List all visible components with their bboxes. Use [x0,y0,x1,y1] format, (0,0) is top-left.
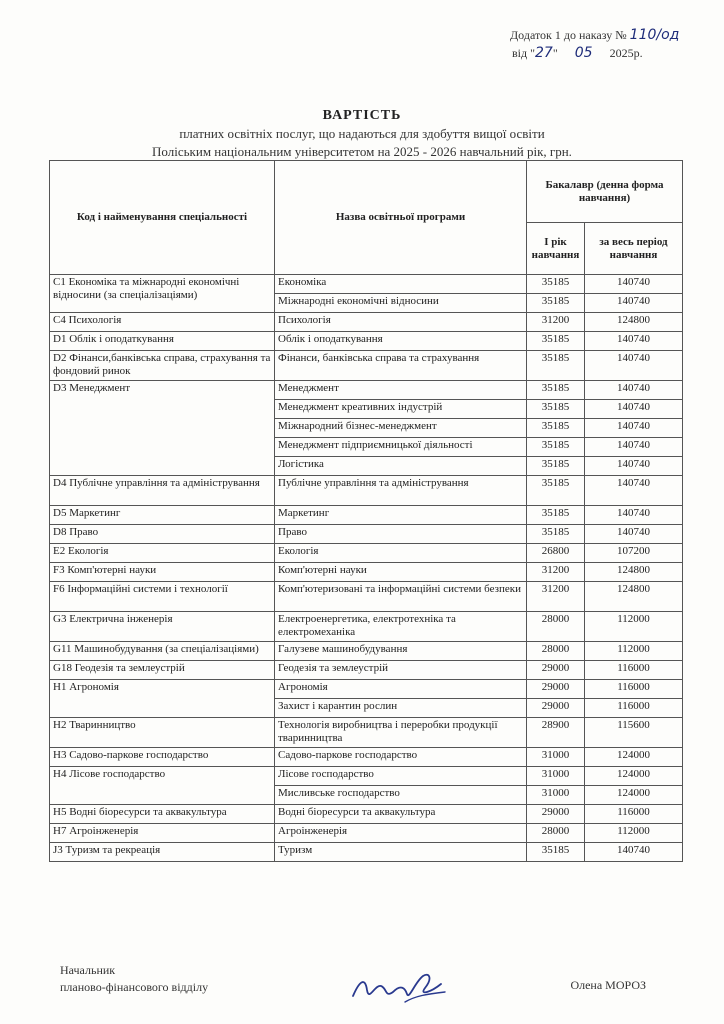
footer-position-1: Начальник [60,963,116,977]
program-cell: Туризм [275,843,527,862]
year1-cell: 28000 [527,642,585,661]
year1-cell: 31000 [527,786,585,805]
annex-line2 [510,44,679,62]
total-cell: 124000 [585,767,683,786]
table-row [50,381,683,400]
spec-cell: H5 Водні біоресурси та аквакультура [50,805,275,824]
spec-cell: D2 Фінанси,банківська справа, страхування та фондовий ринок [50,351,275,381]
year1-cell: 29000 [527,699,585,718]
annex-month: 05 [574,45,593,61]
year1-cell: 35185 [527,457,585,476]
annex-header [510,26,679,62]
table-row [50,748,683,767]
table-row [50,525,683,544]
header-spec: Код і найменування спеціальності [50,161,275,275]
total-cell: 124800 [585,582,683,612]
year1-cell: 31000 [527,748,585,767]
spec-cell: F6 Інформаційні системи і технології [50,582,275,612]
total-cell: 112000 [585,824,683,843]
annex-year: 2025р. [609,46,643,60]
program-cell: Галузеве машинобудування [275,642,527,661]
year1-cell: 31000 [527,767,585,786]
spec-cell: E2 Екологія [50,544,275,563]
order-number: 110/од [629,27,680,43]
program-cell: Комп'ютеризовані та інформаційні системи безпеки [275,582,527,612]
table-row [50,824,683,843]
spec-cell: C1 Економіка та міжнародні економічні відносини (за спеціалізаціями) [50,275,275,313]
year1-cell: 35185 [527,525,585,544]
program-cell: Електроенергетика, електротехніка та електромеханіка [275,612,527,642]
program-cell: Облік і оподаткування [275,332,527,351]
program-cell: Менеджмент креативних індустрій [275,400,527,419]
year1-cell: 35185 [527,332,585,351]
table-row [50,476,683,506]
table-row [50,661,683,680]
table-row [50,718,683,748]
year1-cell: 35185 [527,419,585,438]
total-cell: 112000 [585,642,683,661]
footer-position-2: планово-фінансового відділу [60,980,209,994]
year1-cell: 35185 [527,381,585,400]
header-total: за весь період навчання [585,223,683,275]
spec-cell: H3 Садово-паркове господарство [50,748,275,767]
spec-cell: D5 Маркетинг [50,506,275,525]
annex-quote: " [552,46,558,60]
table-row [50,680,683,699]
table-row [50,275,683,294]
spec-cell: H4 Лісове господарство [50,767,275,805]
year1-cell: 35185 [527,400,585,419]
year1-cell: 28900 [527,718,585,748]
year1-cell: 35185 [527,843,585,862]
total-cell: 116000 [585,805,683,824]
spec-cell: G18 Геодезія та землеустрій [50,661,275,680]
program-cell: Садово-паркове господарство [275,748,527,767]
header-program: Назва освітньої програми [275,161,527,275]
program-cell: Економіка [275,275,527,294]
header-year1: I рік навчання [527,223,585,275]
year1-cell: 26800 [527,544,585,563]
total-cell: 140740 [585,476,683,506]
total-cell: 107200 [585,544,683,563]
table-row [50,642,683,661]
total-cell: 140740 [585,400,683,419]
program-cell: Агроінженерія [275,824,527,843]
program-cell: Геодезія та землеустрій [275,661,527,680]
program-cell: Фінанси, банківська справа та страхування [275,351,527,381]
year1-cell: 35185 [527,351,585,381]
program-cell: Міжнародний бізнес-менеджмент [275,419,527,438]
document-title: ВАРТІСТЬ [322,108,402,123]
spec-cell: D4 Публічне управління та адміністрування [50,476,275,506]
total-cell: 140740 [585,525,683,544]
year1-cell: 35185 [527,275,585,294]
program-cell: Лісове господарство [275,767,527,786]
spec-cell: D8 Право [50,525,275,544]
total-cell: 124000 [585,786,683,805]
table-row [50,332,683,351]
year1-cell: 29000 [527,680,585,699]
program-cell: Технологія виробництва і переробки продукції тваринництва [275,718,527,748]
table-row [50,351,683,381]
program-cell: Менеджмент [275,381,527,400]
total-cell: 124800 [585,563,683,582]
year1-cell: 31200 [527,313,585,332]
spec-cell: D3 Менеджмент [50,381,275,476]
spec-cell: G11 Машинобудування (за спеціалізаціями) [50,642,275,661]
table-row [50,563,683,582]
total-cell: 116000 [585,699,683,718]
signature-icon [345,962,455,1012]
table-row [50,313,683,332]
total-cell: 140740 [585,332,683,351]
document-subtitle-1: платних освітніх послуг, що надаються для здобуття вищої освіти [179,126,545,141]
total-cell: 140740 [585,438,683,457]
table-row [50,805,683,824]
program-cell: Захист і карантин рослин [275,699,527,718]
total-cell: 140740 [585,351,683,381]
table-row [50,544,683,563]
year1-cell: 35185 [527,294,585,313]
total-cell: 140740 [585,275,683,294]
program-cell: Міжнародні економічні відносини [275,294,527,313]
total-cell: 140740 [585,457,683,476]
spec-cell: H7 Агроінженерія [50,824,275,843]
total-cell: 140740 [585,506,683,525]
year1-cell: 31200 [527,582,585,612]
spec-cell: F3 Комп'ютерні науки [50,563,275,582]
total-cell: 116000 [585,680,683,699]
total-cell: 140740 [585,843,683,862]
table-row [50,767,683,786]
annex-day: 27 [535,45,553,61]
program-cell: Психологія [275,313,527,332]
year1-cell: 29000 [527,805,585,824]
spec-cell: D1 Облік і оподаткування [50,332,275,351]
spec-cell: C4 Психологія [50,313,275,332]
document-subtitle-2: Поліським національним університетом на 2025 - 2026 навчальний рік, грн. [152,144,572,159]
spec-cell: H1 Агрономія [50,680,275,718]
total-cell: 124800 [585,313,683,332]
program-cell: Агрономія [275,680,527,699]
program-cell: Комп'ютерні науки [275,563,527,582]
program-cell: Менеджмент підприємницької діяльності [275,438,527,457]
annex-label: Додаток 1 до наказу № [510,28,627,42]
year1-cell: 35185 [527,476,585,506]
program-cell: Логістика [275,457,527,476]
table-row [50,612,683,642]
program-cell: Мисливське господарство [275,786,527,805]
table-row [50,582,683,612]
program-cell: Екологія [275,544,527,563]
program-cell: Право [275,525,527,544]
annex-from: від " [512,46,536,60]
spec-cell: H2 Тваринництво [50,718,275,748]
table-row [50,506,683,525]
year1-cell: 31200 [527,563,585,582]
spec-cell: J3 Туризм та рекреація [50,843,275,862]
year1-cell: 28000 [527,612,585,642]
spec-cell: G3 Електрична інженерія [50,612,275,642]
table-row [50,843,683,862]
program-cell: Водні біоресурси та аквакультура [275,805,527,824]
program-cell: Публічне управління та адміністрування [275,476,527,506]
year1-cell: 28000 [527,824,585,843]
year1-cell: 35185 [527,438,585,457]
year1-cell: 35185 [527,506,585,525]
table-body [50,275,683,862]
footer-name: Олена МОРОЗ [570,978,646,992]
total-cell: 140740 [585,294,683,313]
total-cell: 140740 [585,381,683,400]
total-cell: 116000 [585,661,683,680]
table-header [50,161,683,275]
total-cell: 140740 [585,419,683,438]
year1-cell: 29000 [527,661,585,680]
total-cell: 115600 [585,718,683,748]
annex-line1 [510,26,679,44]
program-cell: Маркетинг [275,506,527,525]
header-bachelor: Бакалавр (денна форма навчання) [527,161,683,223]
total-cell: 124000 [585,748,683,767]
total-cell: 112000 [585,612,683,642]
tuition-table [49,160,683,862]
